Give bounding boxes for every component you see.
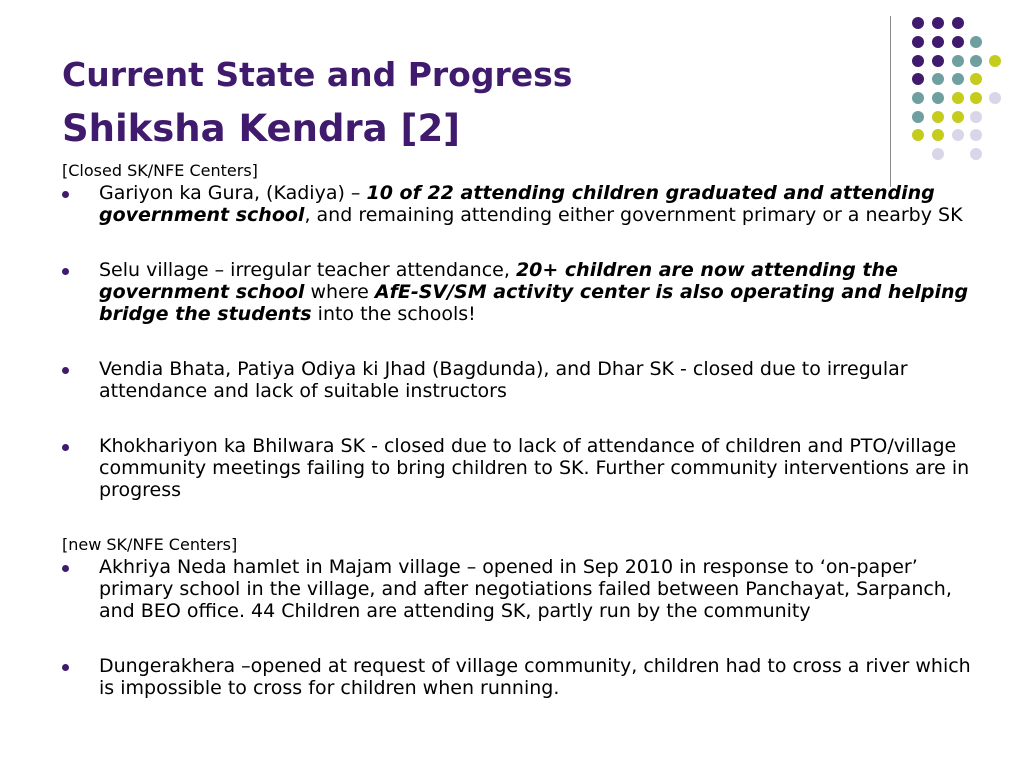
decor-dot	[932, 129, 944, 141]
closed-centers-heading: [Closed SK/NFE Centers]	[62, 161, 258, 180]
decor-dot	[989, 92, 1001, 104]
decor-dot	[932, 36, 944, 48]
decor-dot	[932, 55, 944, 67]
bullet-text: Selu village – irregular teacher attendance,	[99, 259, 516, 281]
decor-dot	[989, 55, 1001, 67]
new-centers-list	[62, 556, 982, 699]
bullet-text: Khokhariyon ka Bhilwara SK - closed due to lack of attendance of children and PTO/village community meetings failing to bring children to SK. Further community interventions are in progress	[99, 435, 970, 501]
decor-dot	[932, 148, 944, 160]
list-item	[62, 259, 982, 325]
bullet-text: Vendia Bhata, Patiya Odiya ki Jhad (Bagdunda), and Dhar SK - closed due to irregular attendance and lack of suitable instructors	[99, 358, 908, 402]
decor-dot	[952, 55, 964, 67]
decor-dot	[912, 111, 924, 123]
decor-dot	[970, 148, 982, 160]
decor-dot	[952, 73, 964, 85]
decor-dot	[932, 73, 944, 85]
decor-dot	[912, 92, 924, 104]
decor-dot	[952, 129, 964, 141]
bullet-emphasis: 20+ children are now attending the government school	[99, 259, 898, 303]
decor-dot	[970, 36, 982, 48]
bullet-text: where	[304, 281, 375, 303]
decor-dot	[912, 17, 924, 29]
decor-dot	[952, 111, 964, 123]
decor-dot	[912, 73, 924, 85]
bullet-emphasis: AfE-SV/SM activity center is also operating and helping bridge the students	[99, 281, 969, 325]
list-item	[62, 655, 982, 699]
list-item	[62, 182, 982, 226]
decor-dot	[952, 92, 964, 104]
new-centers-heading: [new SK/NFE Centers]	[62, 535, 238, 554]
decor-dot	[970, 73, 982, 85]
decor-dot	[952, 17, 964, 29]
decor-dot	[912, 36, 924, 48]
bullet-emphasis: 10 of 22 attending children graduated and attending government school	[99, 182, 935, 226]
decor-dot	[952, 36, 964, 48]
decor-dot	[970, 129, 982, 141]
decor-dot	[932, 17, 944, 29]
decor-dot	[932, 92, 944, 104]
slide-title: Current State and Progress	[62, 55, 573, 94]
decor-dot	[970, 55, 982, 67]
decor-dot	[912, 55, 924, 67]
decor-dot	[970, 111, 982, 123]
closed-centers-list	[62, 182, 982, 501]
bullet-text: into the schools!	[311, 303, 476, 325]
decor-dot	[970, 92, 982, 104]
bullet-text: Gariyon ka Gura, (Kadiya) –	[99, 182, 367, 204]
list-item	[62, 556, 982, 622]
decor-dot	[932, 111, 944, 123]
bullet-text: Akhriya Neda hamlet in Majam village – opened in Sep 2010 in response to ‘on-paper’ primary school in the village, and after negotiations failed between Panchayat, Sarpanch, and BEO office. 44 Children are attending SK, partly run by the community	[99, 556, 952, 622]
list-item	[62, 358, 982, 402]
slide-body	[62, 160, 982, 699]
decor-dot	[912, 129, 924, 141]
bullet-text: , and remaining attending either government primary or a nearby SK	[304, 204, 963, 226]
list-item	[62, 435, 982, 501]
slide-subtitle: Shiksha Kendra [2]	[62, 107, 461, 150]
bullet-text: Dungerakhera –opened at request of village community, children had to cross a river which is impossible to cross for children when running.	[99, 655, 971, 699]
